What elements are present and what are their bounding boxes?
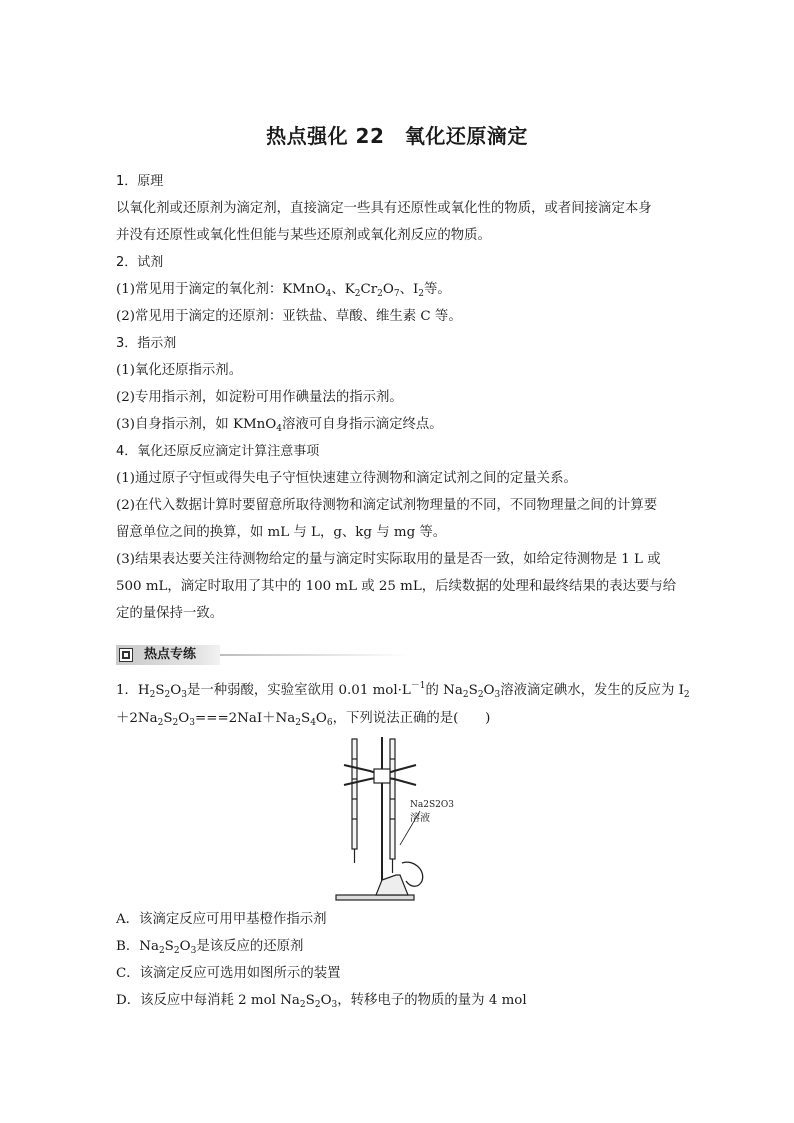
principle-text-line-2: 并没有还原性或氧化性但能与某些还原剂或氧化剂反应的物质。	[116, 228, 491, 243]
calc-item-3-line-1: (3)结果表达要关注待测物给定的量与滴定时实际取用的量是否一致，如给定待测物是 1 L 或	[116, 552, 661, 567]
question-stem-line-1: 1．$H_2S_2O_3$是一种弱酸，实验室欲用 0.01 $mol\cdot L^{-1}$的 $Na_2S_2O_3$溶液滴定碘水，发生的反应为 $I_2$	[116, 681, 690, 700]
figure-label-reagent: Na2S2O3	[410, 800, 454, 810]
practice-banner	[116, 645, 408, 665]
section-reagent-heading: 2．试剂	[116, 255, 164, 270]
section-principle-heading: 1．原理	[116, 174, 164, 189]
section-calc-heading: 4．氧化还原反应滴定计算注意事项	[116, 444, 320, 459]
calc-item-3-line-2: 500 mL，滴定时取用了其中的 100 mL 或 25 mL，后续数据的处理和最终结果的表达要与给	[116, 579, 677, 594]
calc-item-3-line-3: 定的量保持一致。	[116, 606, 224, 621]
principle-text-line-1: 以氧化剂或还原剂为滴定剂，直接滴定一些具有还原性或氧化性的物质，或者间接滴定本身	[116, 201, 652, 216]
reagent-reductants: (2)常见用于滴定的还原剂：亚铁盐、草酸、维生素 C 等。	[116, 309, 462, 324]
left-burette	[352, 739, 357, 849]
figure-label-solution: 溶液	[410, 813, 430, 824]
indicator-item-1: (1)氧化还原指示剂。	[116, 363, 243, 378]
calc-item-2-line-2: 留意单位之间的换算，如 mL 与 L，g、kg 与 mg 等。	[116, 525, 447, 540]
titration-apparatus-figure	[330, 735, 470, 905]
option-c: C．该滴定反应可选用如图所示的装置	[116, 966, 341, 981]
question-stem-line-2: $+2Na_2S_2O_3===2NaI+Na_2S_4O_6$，下列说法正确的是( )	[116, 711, 491, 728]
stand-base	[336, 895, 414, 900]
option-b: B．$Na_2S_2O_3$是该反应的还原剂	[116, 939, 304, 956]
banner-rule	[220, 654, 408, 656]
calc-item-1: (1)通过原子守恒或得失电子守恒快速建立待测物和滴定试剂之间的定量关系。	[116, 471, 577, 486]
indicator-item-2: (2)专用指示剂，如淀粉可用作碘量法的指示剂。	[116, 390, 403, 405]
page-title: 热点强化 22 氧化还原滴定	[266, 124, 528, 148]
option-a: A．该滴定反应可用甲基橙作指示剂	[116, 912, 327, 927]
reagent-oxidants: (1)常见用于滴定的氧化剂：KMnO$_4$、$K_2Cr_2O_7$、$I_2$等。	[116, 282, 451, 299]
conical-flask	[376, 875, 408, 895]
hand	[402, 862, 423, 886]
indicator-item-3: (3)自身指示剂，如 KMnO$_4$溶液可自身指示滴定终点。	[116, 417, 443, 434]
practice-icon	[119, 648, 133, 662]
section-indicator-heading: 3．指示剂	[116, 336, 177, 351]
calc-item-2-line-1: (2)在代入数据计算时要留意所取待测物和滴定试剂物理量的不同，不同物理量之间的计算要	[116, 498, 658, 513]
banner-label: 热点专练	[144, 647, 197, 662]
option-d: D．该反应中每消耗 2 mol $Na_2S_2O_3$，转移电子的物质的量为 4 mol	[116, 993, 527, 1010]
